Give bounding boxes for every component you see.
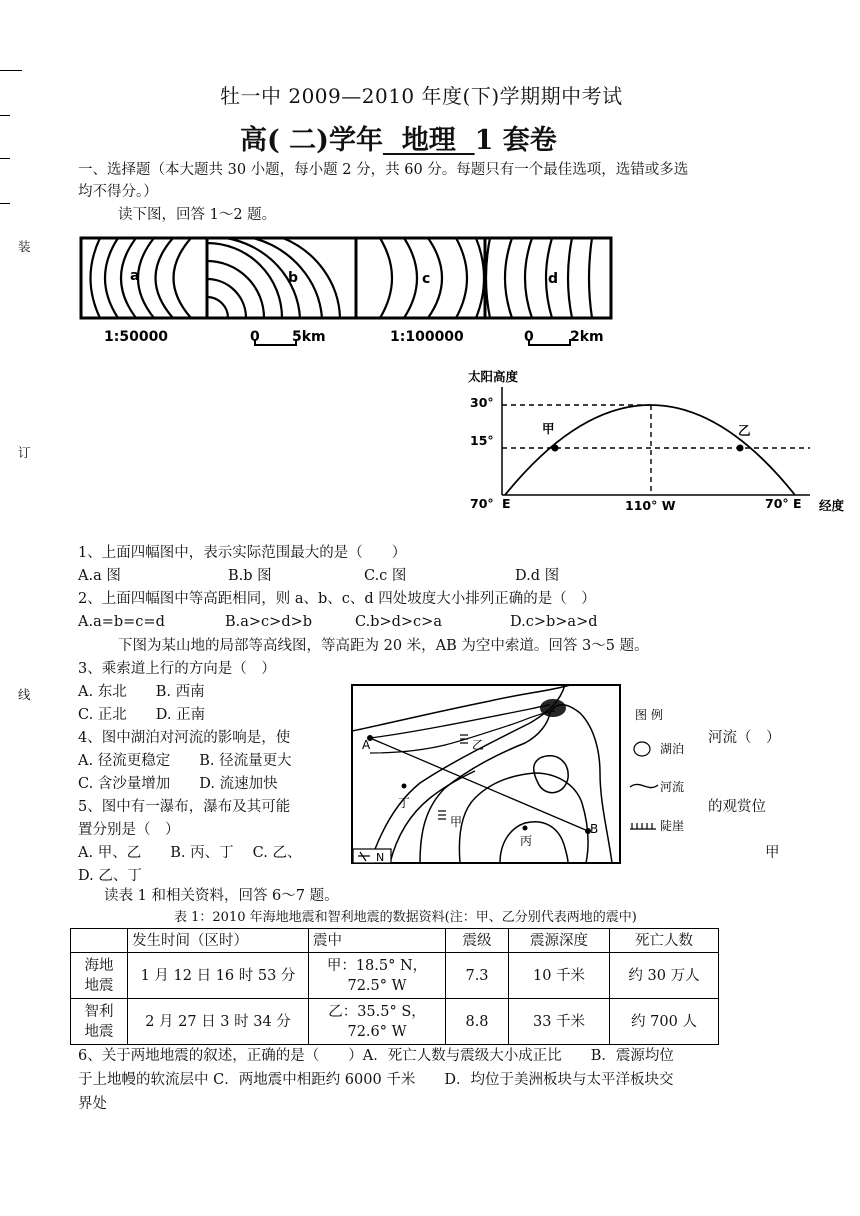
map-north-label: N xyxy=(376,851,385,864)
table-header-row xyxy=(71,929,719,953)
legend-cliff-label: 陡崖 xyxy=(660,819,685,833)
q2-option-c: C.b>d>c>a xyxy=(355,614,442,630)
table-cell-epicenter: 乙：35.5° S， 72.6° W xyxy=(309,999,446,1045)
subtitle-grade: 高( 二)学年 xyxy=(240,125,383,156)
q3-options-ab: A. 东北 B. 西南 xyxy=(78,684,205,700)
q1-option-c: C.c 图 xyxy=(364,568,407,584)
table-cell-name: 智利 地震 xyxy=(71,999,128,1045)
q4-options-cd: C. 含沙量增加 D. 流速加快 xyxy=(78,776,278,792)
q5-stem-tail: 的观赏位 xyxy=(708,799,766,815)
margin-tick xyxy=(0,115,10,116)
legend-river-label: 河流 xyxy=(660,780,685,794)
table-header-cell: 死亡人数 xyxy=(610,929,719,953)
map-point-yi-label: 乙 xyxy=(472,738,485,752)
scale-val-2: 5km xyxy=(292,329,326,345)
table-caption: 表 1：2010 年海地地震和智利地震的数据资料(注：甲、乙分别代表两地的震中) xyxy=(174,910,637,925)
map-point-bing-label: 丙 xyxy=(520,834,533,848)
legend-title: 图 例 xyxy=(635,708,663,722)
table-cell-time: 1 月 12 日 16 时 53 分 xyxy=(128,953,309,999)
q1-option-b: B.b 图 xyxy=(228,568,272,584)
point-yi xyxy=(737,445,744,452)
table-header-cell: 震源深度 xyxy=(509,929,610,953)
q4-stem-tail: 河流（ ） xyxy=(708,730,781,746)
subtitle-suffix: 1 套卷 xyxy=(474,125,557,156)
scale-val-4: 2km xyxy=(570,329,604,345)
margin-mark-zhuang: 装 xyxy=(18,239,31,254)
table-intro: 读表 1 和相关资料，回答 6～7 题。 xyxy=(104,888,339,904)
sun-chart-y70: 70° xyxy=(470,496,494,511)
table-cell-magnitude: 8.8 xyxy=(446,999,509,1045)
figure-intro-1: 读下图，回答 1～2 题。 xyxy=(118,207,277,223)
table-row xyxy=(71,999,719,1045)
table-header-cell xyxy=(71,929,128,953)
sun-chart-y15: 15° xyxy=(470,433,494,448)
contour-label-b: b xyxy=(288,270,299,286)
contour-label-c: c xyxy=(422,271,431,287)
contour-figure xyxy=(78,235,618,353)
point-yi-label: 乙 xyxy=(738,423,751,438)
margin-mark-ding: 订 xyxy=(18,445,31,460)
table-cell-epicenter: 甲：18.5° N， 72.5° W xyxy=(309,953,446,999)
map-point-jia-label: 甲 xyxy=(450,815,463,829)
margin-tick xyxy=(0,203,10,204)
q5-option-c-tail: 甲 xyxy=(765,845,780,861)
section-heading-cont: 均不得分。） xyxy=(78,184,158,200)
sun-altitude-chart xyxy=(465,365,855,525)
table-cell-magnitude: 7.3 xyxy=(446,953,509,999)
table-row xyxy=(71,953,719,999)
margin-tick xyxy=(0,70,22,71)
table-cell-name: 海地 地震 xyxy=(71,953,128,999)
q2-stem: 2、上面四幅图中等高距相同，则 a、b、c、d 四处坡度大小排列正确的是（ ） xyxy=(78,591,596,607)
sun-chart-y30: 30° xyxy=(470,395,494,410)
q2-option-d: D.c>b>a>d xyxy=(510,614,598,630)
sun-chart-ylabel: 太阳高度 xyxy=(468,369,519,384)
q4-stem: 4、图中湖泊对河流的影响是，使 xyxy=(78,730,291,746)
q2-option-b: B.a>c>d>b xyxy=(225,614,313,630)
map-point-ding-label: 丁 xyxy=(398,796,411,810)
sun-chart-x110: 110° W xyxy=(625,498,676,513)
scale-zero-4: 0 xyxy=(524,329,534,345)
table-header-cell: 震中 xyxy=(309,929,446,953)
q5-stem-cont: 置分别是（ ） xyxy=(78,822,180,838)
table-header-cell: 发生时间（区时） xyxy=(128,929,309,953)
table-cell-depth: 10 千米 xyxy=(509,953,610,999)
q1-stem: 1、上面四幅图中，表示实际范围最大的是（ ） xyxy=(78,545,407,561)
exam-subtitle xyxy=(240,118,557,157)
mountain-contour-map xyxy=(350,683,710,865)
table-cell-deaths: 约 30 万人 xyxy=(610,953,719,999)
point-bing xyxy=(523,826,528,831)
point-ding xyxy=(402,784,407,789)
q5-option-d: D. 乙、丁 xyxy=(78,868,142,884)
q6-line-2: 于上地幔的软流层中 C．两地震中相距约 6000 千米 D．均位于美洲板块与太平洋板块交 xyxy=(78,1072,674,1088)
q4-options-ab: A. 径流更稳定 B. 径流量更大 xyxy=(78,753,292,769)
legend-river-icon xyxy=(630,784,658,787)
q3-stem: 3、乘索道上行的方向是（ ） xyxy=(78,661,276,677)
legend-cliff-icon xyxy=(630,823,656,829)
q6-line-3: 界处 xyxy=(78,1096,107,1112)
map-point-a-label: A xyxy=(362,738,371,752)
q5-stem: 5、图中有一瀑布，瀑布及其可能 xyxy=(78,799,291,815)
lake-symbol xyxy=(540,699,566,717)
contour-label-a: a xyxy=(130,268,140,284)
q2-option-a: A.a=b=c=d xyxy=(78,614,165,630)
table-cell-depth: 33 千米 xyxy=(509,999,610,1045)
margin-tick xyxy=(0,158,10,159)
margin-mark-xian: 线 xyxy=(18,687,31,702)
point-jia xyxy=(552,445,559,452)
section-heading: 一、选择题（本大题共 30 小题，每小题 2 分，共 60 分。每题只有一个最佳选项，选错或多选 xyxy=(78,162,689,178)
map-point-b-label: B xyxy=(590,822,599,836)
sun-chart-x-e: E xyxy=(502,496,511,511)
q1-option-d: D.d 图 xyxy=(515,568,560,584)
sun-chart-xlabel: 经度 xyxy=(819,498,845,513)
table-header-cell: 震级 xyxy=(446,929,509,953)
contour-label-d: d xyxy=(548,271,559,287)
table-cell-time: 2 月 27 日 3 时 34 分 xyxy=(128,999,309,1045)
figure-intro-2: 下图为某山地的局部等高线图，等高距为 20 米，AB 为空中索道。回答 3～5 题。 xyxy=(118,638,649,654)
q6-line-1: 6、关于两地地震的叙述，正确的是（ ）A．死亡人数与震级大小成正比 B．震源均位 xyxy=(78,1048,674,1064)
table-cell-deaths: 约 700 人 xyxy=(610,999,719,1045)
subtitle-subject: 地理 xyxy=(382,125,475,156)
legend-lake-icon xyxy=(634,742,650,756)
sun-chart-x70: 70° E xyxy=(765,496,802,511)
point-jia-label: 甲 xyxy=(542,421,555,436)
legend-lake-label: 湖泊 xyxy=(660,742,685,756)
scale-zero-2: 0 xyxy=(250,329,260,345)
scale-text-3: 1:100000 xyxy=(390,329,464,345)
exam-title: 牡一中 2009—2010 年度(下)学期期中考试 xyxy=(220,84,623,108)
earthquake-table xyxy=(70,928,719,1045)
scale-text-1: 1:50000 xyxy=(104,329,169,345)
q1-option-a: A.a 图 xyxy=(78,568,121,584)
q5-options-abc: A. 甲、乙 B. 丙、丁 C. 乙、 xyxy=(78,845,302,861)
q3-options-cd: C. 正北 D. 正南 xyxy=(78,707,206,723)
